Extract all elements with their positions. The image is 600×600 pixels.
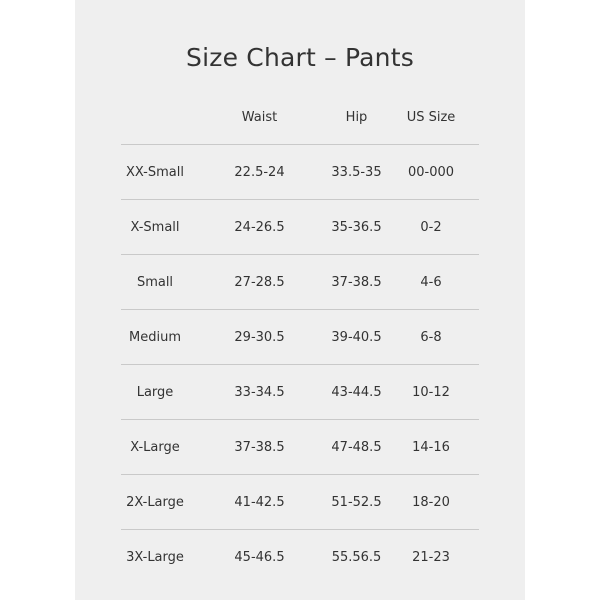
waist-value: 45-46.5 — [234, 549, 285, 565]
hip-value: 55.56.5 — [331, 549, 382, 565]
size-label: 3X-Large — [126, 549, 184, 565]
header-waist: Waist — [241, 109, 278, 125]
header-us-size: US Size — [406, 109, 456, 125]
size-label: 2X-Large — [126, 494, 184, 510]
waist-value: 37-38.5 — [234, 439, 285, 455]
us-size-value: 00-000 — [407, 164, 455, 180]
size-chart-panel — [75, 0, 525, 600]
table-row — [121, 529, 479, 584]
us-size-value: 14-16 — [412, 439, 450, 455]
us-size-value: 4-6 — [420, 274, 442, 290]
table-row — [121, 199, 479, 254]
hip-value: 33.5-35 — [331, 164, 382, 180]
size-label: Medium — [129, 329, 181, 345]
hip-value: 35-36.5 — [331, 219, 382, 235]
table-row — [121, 474, 479, 529]
waist-value: 33-34.5 — [234, 384, 285, 400]
hip-value: 47-48.5 — [331, 439, 382, 455]
header-hip: Hip — [345, 109, 368, 125]
waist-value: 24-26.5 — [234, 219, 285, 235]
table-header-row — [121, 90, 479, 144]
us-size-value: 10-12 — [412, 384, 450, 400]
size-label: X-Small — [130, 219, 180, 235]
waist-value: 27-28.5 — [234, 274, 285, 290]
size-label: XX-Small — [126, 164, 184, 180]
hip-value: 43-44.5 — [331, 384, 382, 400]
table-row — [121, 419, 479, 474]
size-label: Large — [136, 384, 174, 400]
us-size-value: 21-23 — [412, 549, 450, 565]
hip-value: 39-40.5 — [331, 329, 382, 345]
size-table — [121, 90, 479, 584]
us-size-value: 6-8 — [420, 329, 442, 345]
waist-value: 41-42.5 — [234, 494, 285, 510]
table-row — [121, 364, 479, 419]
table-row — [121, 309, 479, 364]
us-size-value: 18-20 — [412, 494, 450, 510]
us-size-value: 0-2 — [420, 219, 442, 235]
size-label: X-Large — [130, 439, 180, 455]
page-title: Size Chart – Pants — [186, 43, 414, 72]
table-row — [121, 144, 479, 199]
table-row — [121, 254, 479, 309]
waist-value: 29-30.5 — [234, 329, 285, 345]
hip-value: 51-52.5 — [331, 494, 382, 510]
waist-value: 22.5-24 — [234, 164, 285, 180]
size-label: Small — [136, 274, 174, 290]
hip-value: 37-38.5 — [331, 274, 382, 290]
